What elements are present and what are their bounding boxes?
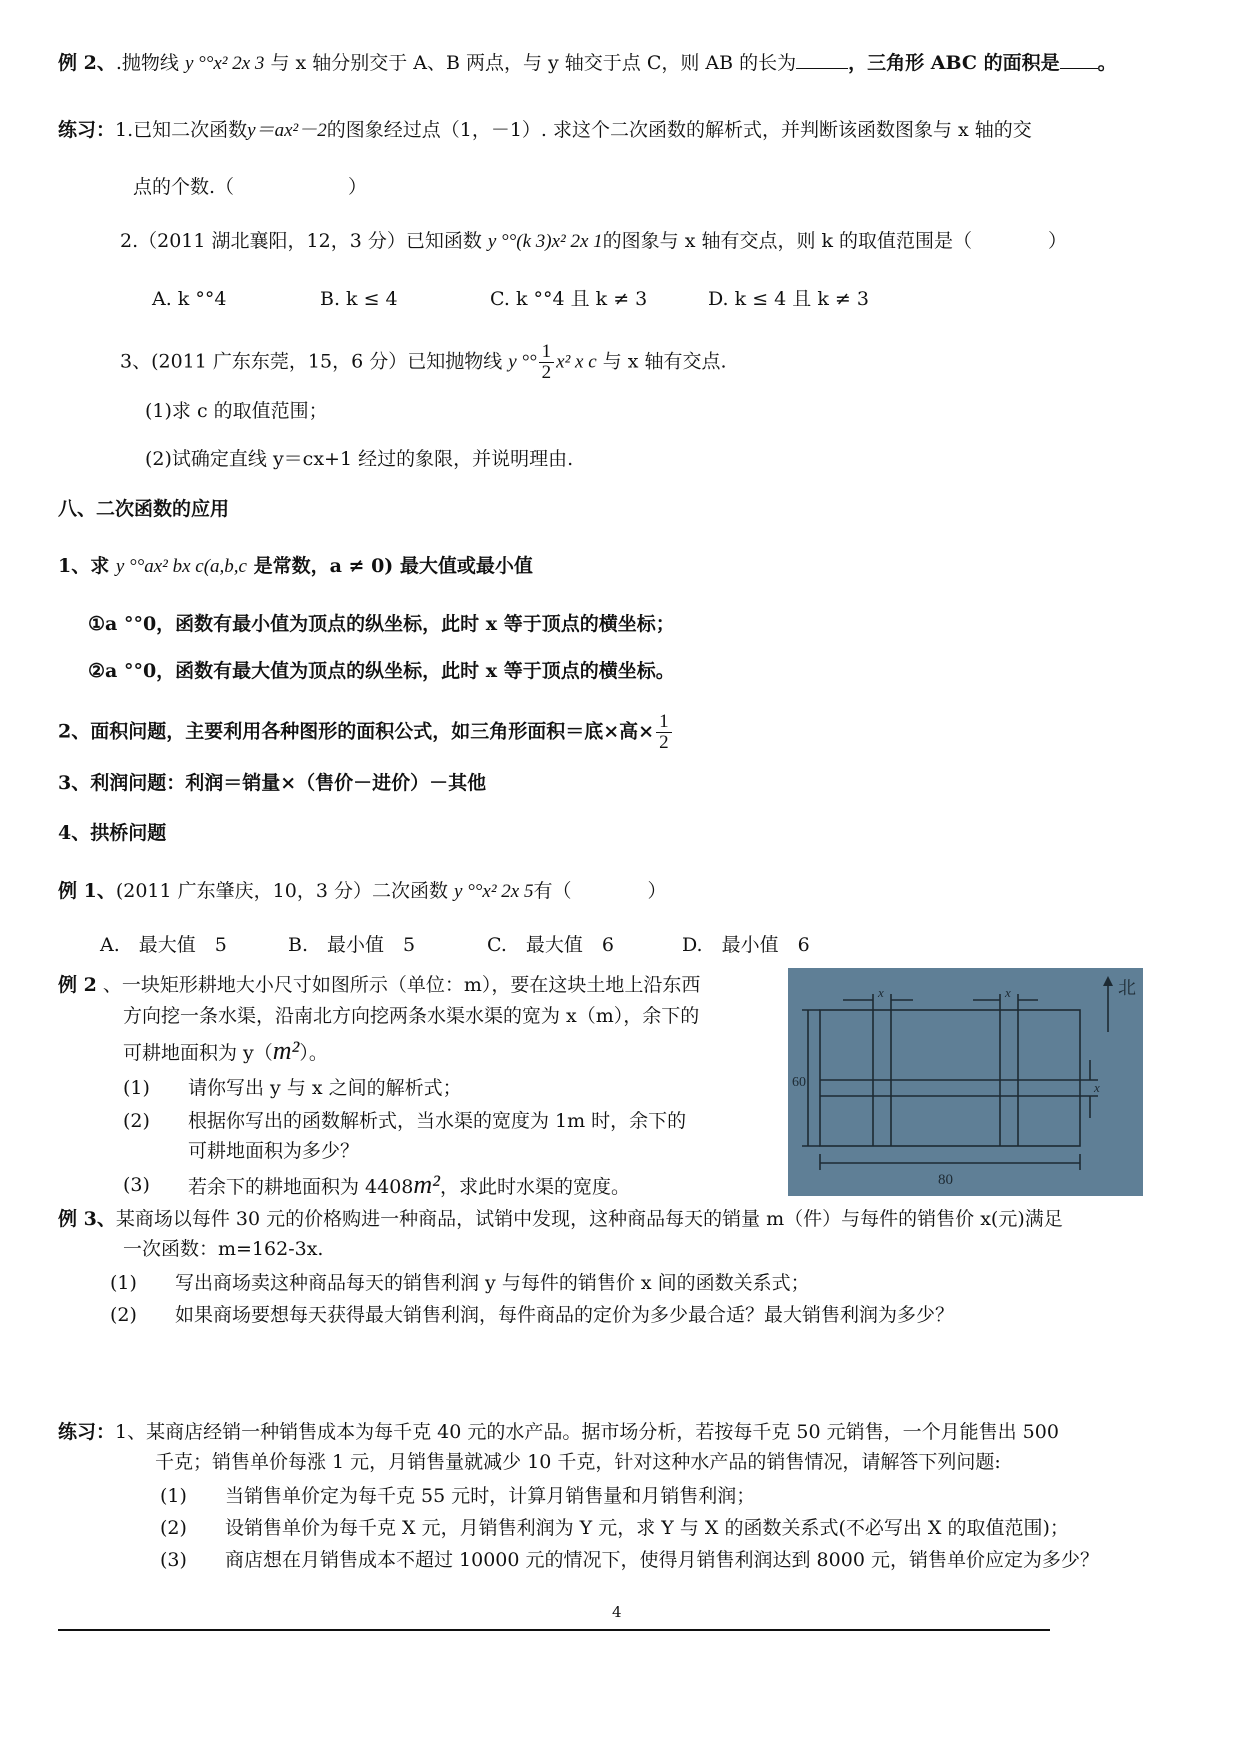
formula: y °°x² 2x 5 [454, 881, 534, 902]
practice-3-question [120, 342, 727, 383]
text: 若余下的耕地面积为 4408 [188, 1176, 414, 1198]
answer-blank [796, 50, 848, 69]
question-1: 当销售单价定为每千克 55 元时，计算月销售量和月销售利润； [225, 1485, 756, 1507]
option-a: A. 最大值 5 [100, 934, 227, 956]
option-b: B. k ≤ 4 [320, 288, 398, 310]
application-item-1 [58, 553, 533, 580]
example-2-parabola [58, 50, 1117, 77]
north-label: 北 [1118, 978, 1136, 998]
example-1-question [58, 878, 666, 905]
practice-last-line1 [58, 1419, 1059, 1445]
canal-width-label: x [878, 985, 884, 1000]
option-d: D. 最小值 6 [682, 934, 810, 956]
text: (2011 广东肇庆，10，3 分）二次函数 [115, 880, 448, 902]
text: 某商场以每件 30 元的价格购进一种商品，试销中发现，这种商品每天的销量 m（件）与每件的销售价 x(元)满足 [115, 1208, 1063, 1230]
practice-1-line2: 点的个数.（ ） [133, 176, 368, 198]
example-3-line2: 一次函数：m=162-3x. [123, 1238, 324, 1260]
text: 。 [1097, 52, 1117, 74]
example-2-field-line2: 方向挖一条水渠，沿南北方向挖两条水渠水渠的宽为 x（m），余下的 [123, 1005, 700, 1027]
option-d: D. k ≤ 4 且 k ≠ 3 [708, 288, 869, 310]
text: 1.已知二次函数 [115, 119, 248, 141]
question-3: 商店想在月销售成本不超过 10000 元的情况下，使得月销售利润达到 8000 元，销售单价应定为多少？ [225, 1549, 1099, 1571]
formula: y＝ax²－2 [247, 120, 327, 141]
question-number: (2) [110, 1304, 137, 1326]
fraction: $\frac{1}{2}$ [656, 712, 672, 753]
text: 1、求 [58, 555, 110, 577]
field-figure [788, 968, 1143, 1196]
text: 可耕地面积为 y（ [123, 1042, 273, 1064]
question-number: (2) [123, 1110, 150, 1132]
question-number: (2) [160, 1517, 187, 1539]
question-3 [188, 1172, 630, 1200]
question-number: (1) [123, 1077, 150, 1099]
option-c: C. k °°4 且 k ≠ 3 [490, 288, 648, 310]
text: 的图象经过点（1，－1）. 求这个二次函数的解析式，并判断该函数图象与 x 轴的交 [326, 119, 1032, 141]
text: 2.（2011 湖北襄阳，12，3 分）已知函数 [120, 230, 482, 252]
application-item-1b: ②a °°0，函数有最大值为顶点的纵坐标，此时 x 等于顶点的横坐标。 [88, 660, 675, 682]
application-item-2 [58, 712, 674, 753]
option-a: A. k °°4 [152, 288, 227, 310]
canal-width-label: x [1094, 1080, 1100, 1095]
practice-3-sub1: (1)求 c 的取值范围； [145, 400, 328, 422]
question-2a: 根据你写出的函数解析式，当水渠的宽度为 1m 时，余下的 [188, 1110, 687, 1132]
figure-background [788, 968, 1143, 1196]
text: 1、某商店经销一种销售成本为每千克 40 元的水产品。据市场分析，若按每千克 50 元销售，一个月能售出 500 [115, 1421, 1059, 1443]
question-number: (3) [160, 1549, 187, 1571]
example-label: 例 2 [58, 974, 97, 996]
fraction: $\frac{1}{2}$ [539, 342, 555, 383]
question-2: 设销售单价为每千克 X 元，月销售利润为 Y 元，求 Y 与 X 的函数关系式(不必写出 X 的取值范围)； [225, 1517, 1069, 1539]
text: ，求此时水渠的宽度。 [439, 1176, 630, 1198]
unit: m² [272, 1036, 300, 1065]
example-2-field-line3 [123, 1038, 328, 1066]
practice-1-line1 [58, 117, 1032, 144]
text: 的图象与 x 轴有交点，则 k 的取值范围是（ ） [602, 230, 1068, 252]
question-number: (1) [110, 1272, 137, 1294]
formula: x² x c [556, 351, 597, 373]
text: 有（ ） [533, 880, 667, 902]
example-3-line1 [58, 1206, 1063, 1232]
practice-last-line2: 千克；销售单价每涨 1 元，月销售量就减少 10 千克，针对这种水产品的销售情况，请解答下列问题: [155, 1451, 1001, 1473]
width-label: 80 [938, 1172, 953, 1188]
example-label: 例 1、 [58, 880, 116, 902]
practice-label: 练习： [58, 119, 116, 141]
question-1: 写出商场卖这种商品每天的销售利润 y 与每件的销售价 x 间的函数关系式； [175, 1272, 810, 1294]
option-b: B. 最小值 5 [288, 934, 416, 956]
canal-width-label: x [1005, 985, 1011, 1000]
text: .抛物线 [115, 52, 179, 74]
formula: y °°ax² bx c(a,b,c [115, 556, 247, 577]
text: 是常数，a ≠ 0) 最大值或最小值 [253, 555, 533, 577]
practice-label: 练习： [58, 1421, 116, 1443]
formula: y °° [508, 351, 537, 373]
text: 与 x 轴分别交于 A、B 两点，与 y 轴交于点 C，则 AB 的长为 [270, 52, 797, 74]
text: 2、面积问题，主要利用各种图形的面积公式，如三角形面积＝底×高× [58, 720, 655, 743]
text: 、一块矩形耕地大小尺寸如图所示（单位：m），要在这块土地上沿东西 [102, 974, 701, 996]
unit: m² [413, 1170, 440, 1199]
page-number: 4 [612, 1603, 622, 1621]
practice-2-question [120, 228, 1067, 255]
text: 与 x 轴有交点. [602, 350, 727, 373]
question-number: (3) [123, 1174, 150, 1196]
text: ）。 [299, 1042, 328, 1064]
example-label: 例 3、 [58, 1208, 116, 1230]
example-label: 例 2、 [58, 52, 116, 74]
option-c: C. 最大值 6 [487, 934, 614, 956]
question-2: 如果商场要想每天获得最大销售利润，每件商品的定价为多少最合适？最大销售利润为多少？ [175, 1304, 955, 1326]
application-item-3: 3、利润问题：利润＝销量×（售价－进价）－其他 [58, 772, 487, 794]
question-2b: 可耕地面积为多少？ [188, 1140, 360, 1162]
formula: y °°(k 3)x² 2x 1 [487, 231, 603, 252]
answer-blank [1060, 50, 1098, 69]
footer-rule [58, 1629, 1050, 1631]
question-1: 请你写出 y 与 x 之间的解析式； [188, 1077, 462, 1099]
question-number: (1) [160, 1485, 187, 1507]
application-item-4: 4、拱桥问题 [58, 822, 167, 844]
text: 3、(2011 广东东莞，15，6 分）已知抛物线 [120, 350, 503, 373]
height-label: 60 [792, 1075, 806, 1090]
application-item-1a: ①a °°0，函数有最小值为顶点的纵坐标，此时 x 等于顶点的横坐标； [88, 613, 675, 635]
practice-3-sub2: (2)试确定直线 y＝cx+1 经过的象限，并说明理由. [145, 448, 574, 470]
section-title: 八、二次函数的应用 [58, 498, 230, 520]
text: ，三角形 ABC 的面积是 [848, 52, 1060, 74]
example-2-field-line1 [58, 972, 700, 998]
formula: y °°x² 2x 3 [184, 53, 265, 74]
